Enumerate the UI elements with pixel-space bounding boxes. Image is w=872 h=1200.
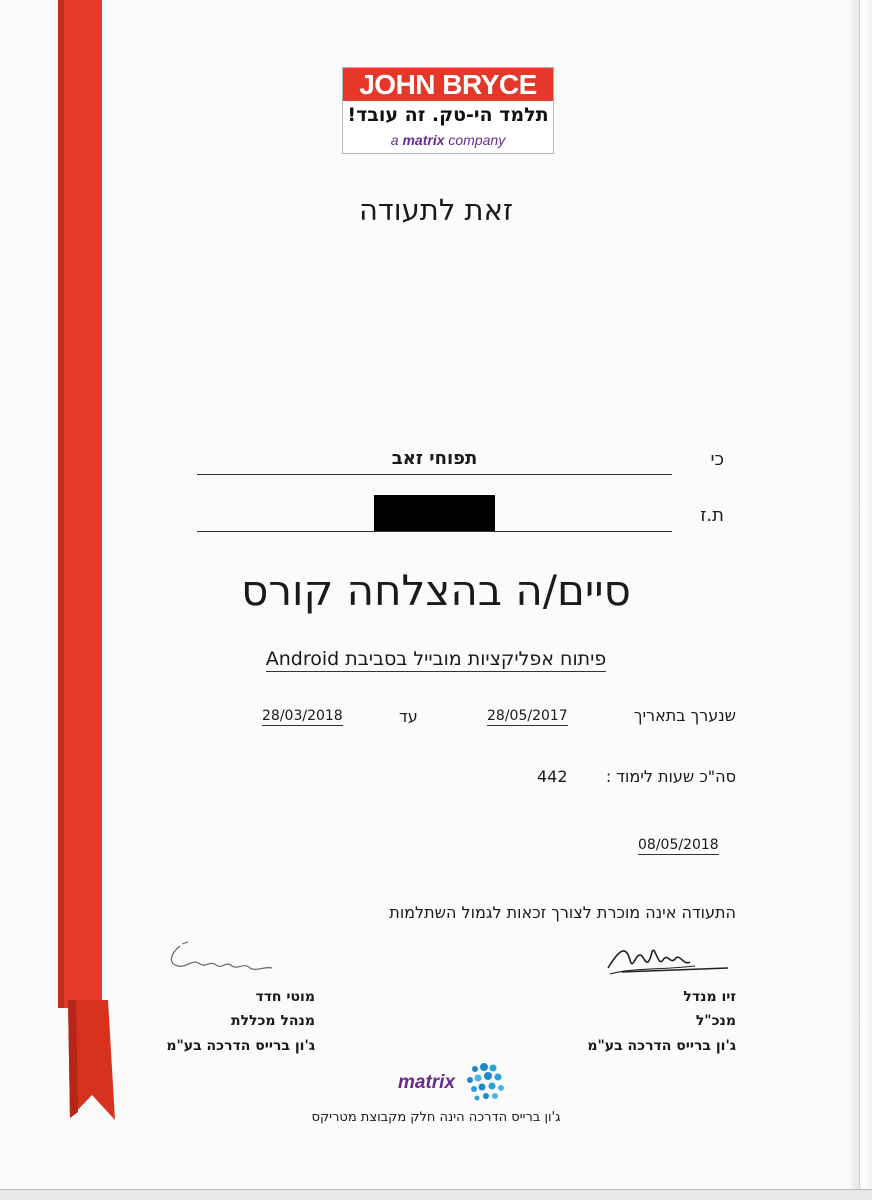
recipient-label: כי — [710, 449, 724, 470]
logo-tagline-brand: matrix — [402, 132, 445, 148]
left-signatory-title: מנהל מכללת — [231, 1013, 315, 1029]
recipient-name: תפוחי זאב — [391, 448, 478, 469]
id-redaction — [374, 495, 495, 531]
matrix-dots-icon — [462, 1062, 506, 1106]
signature-ziv-mandel — [600, 938, 730, 983]
course-name-text: פיתוח אפליקציות מובייל בסביבת Android — [265, 648, 607, 670]
hours-value: 442 — [537, 767, 568, 786]
until-label: עד — [399, 707, 418, 726]
right-signatory-name: זיו מנדל — [683, 989, 736, 1005]
matrix-logo-text: matrix — [398, 1072, 456, 1093]
end-date: 28/03/2018 — [262, 708, 343, 724]
red-ribbon — [0, 0, 120, 1130]
john-bryce-logo — [342, 67, 554, 154]
logo-brand: JOHN BRYCE — [343, 68, 553, 101]
left-signatory-org: ג'ון ברייס הדרכה בע"מ — [166, 1038, 315, 1054]
id-label: ת.ז — [700, 505, 724, 526]
certificate-title: זאת לתעודה — [358, 193, 514, 227]
recipient-line — [197, 474, 672, 475]
start-date: 28/05/2017 — [487, 708, 568, 724]
page-bottom-edge — [0, 1189, 872, 1200]
footer-text: ג'ון ברייס הדרכה הינה חלק מקבוצת מטריקס — [311, 1110, 561, 1125]
logo-tagline — [343, 129, 553, 153]
matrix-logo — [398, 1062, 508, 1106]
certificate-note: התעודה אינה מוכרת לצורך זכאות לגמול השתלמות — [389, 903, 736, 922]
signature-moti-hadad — [160, 938, 280, 980]
hours-label: סה"כ שעות לימוד : — [605, 767, 736, 786]
logo-slogan: תלמד הי-טק. זה עובד! — [343, 101, 553, 129]
logo-tagline-prefix: a — [390, 132, 403, 148]
logo-tagline-suffix: company — [444, 132, 506, 148]
course-name — [0, 648, 872, 670]
completed-heading: סיים/ה בהצלחה קורס — [241, 566, 631, 615]
right-signatory-title: מנכ"ל — [695, 1013, 736, 1029]
id-line — [197, 531, 672, 532]
left-signatory-name: מוטי חדד — [255, 989, 315, 1005]
right-signatory-org: ג'ון ברייס הדרכה בע"מ — [587, 1038, 736, 1054]
issue-date: 08/05/2018 — [638, 837, 719, 853]
held-label: שנערך בתאריך — [633, 706, 736, 725]
